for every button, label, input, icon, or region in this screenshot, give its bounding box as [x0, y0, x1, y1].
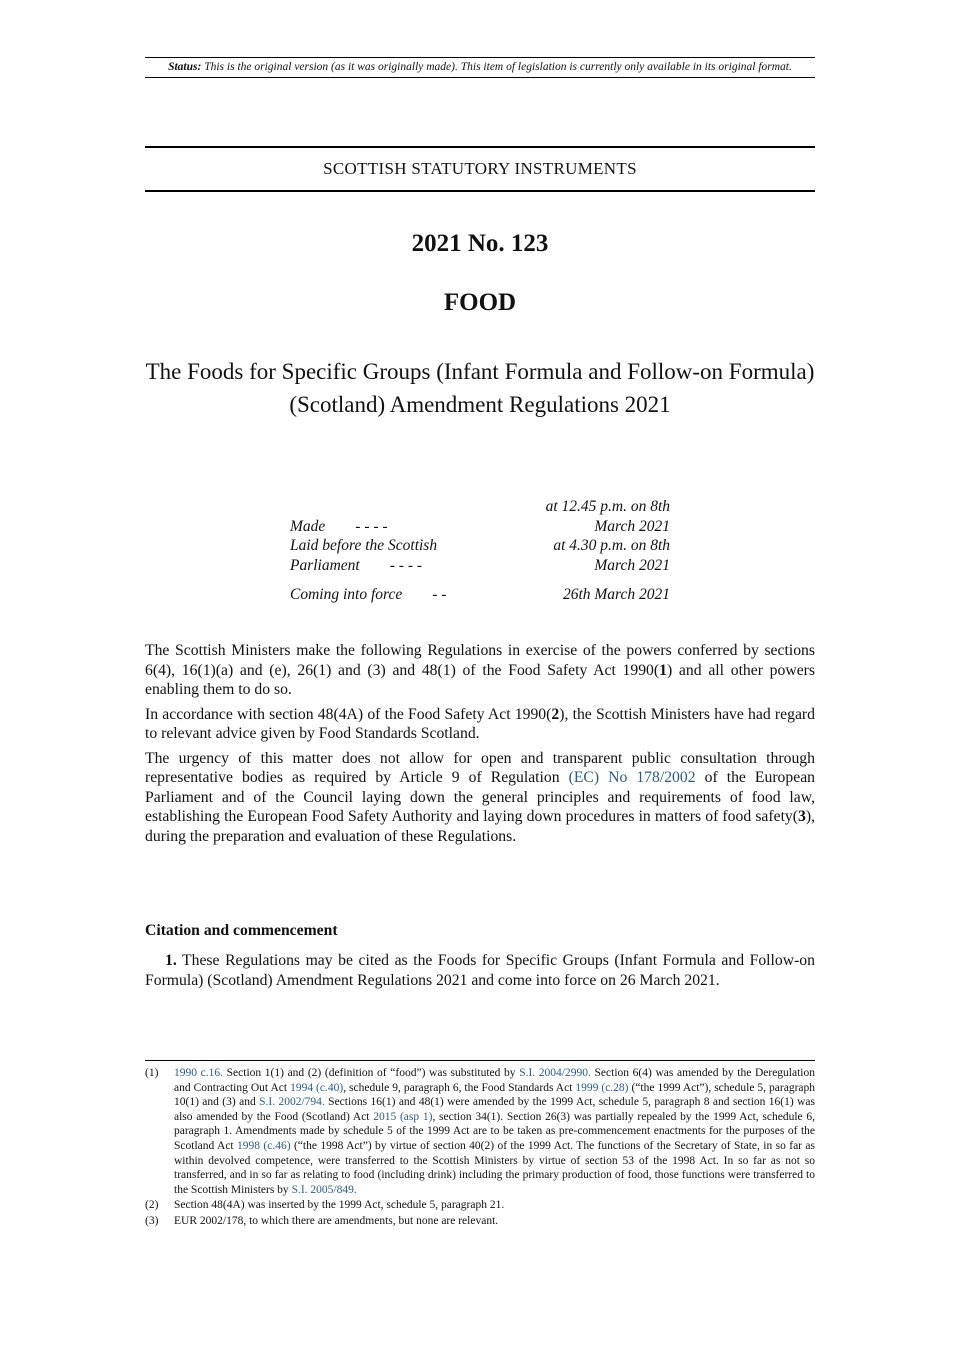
footnote-2: [145, 1198, 815, 1213]
footnote-3: [145, 1214, 815, 1229]
laid-date-line1: at 4.30 p.m. on 8th: [553, 537, 670, 554]
footnote-number: (1): [145, 1067, 159, 1079]
series-title: SCOTTISH STATUTORY INSTRUMENTS: [145, 146, 815, 192]
subject-heading: FOOD: [443, 289, 517, 316]
force-label: Coming into force - -: [290, 585, 447, 603]
footnote-number: (2): [145, 1199, 159, 1212]
made-label: Made - - - -: [290, 517, 388, 535]
force-date: 26th March 2021: [562, 585, 670, 603]
status-label: Status:: [168, 61, 202, 73]
made-date-line2: March 2021: [594, 517, 670, 535]
status-banner: [145, 57, 815, 78]
preamble: [145, 641, 815, 851]
footnote-link[interactable]: S.I. 2005/849.: [291, 1183, 357, 1196]
preamble-paragraph-1: The Scottish Ministers make the following Regulations in exercise of the powers conferred by sections 6(4), 16(1)(a) and (e), 26(1) and (3) and 48(1) of the Food Safety Act 1990(1) and all other powers enabling them to do so.: [145, 642, 815, 698]
footnote-text: EUR 2002/178, to which there are amendments, but none are relevant.: [174, 1214, 499, 1227]
instrument-number: 2021 No. 123: [411, 230, 549, 257]
regulation-number: 1.: [165, 952, 177, 969]
footnote-link[interactable]: 1999 (c.28): [575, 1081, 629, 1094]
footnote-link[interactable]: S.I. 2002/794.: [259, 1096, 325, 1109]
laid-label-line1: Laid before the Scottish: [290, 537, 438, 554]
footnote-divider: [145, 1060, 815, 1061]
status-text: This is the original version (as it was originally made). This item of legislation is currently only available in its original format.: [204, 61, 792, 73]
footnotes: [145, 1066, 815, 1230]
footnote-1: (1) 1990 c.16. Section 1(1) and (2) (definition of “food”) was substituted by S.I. 2004/2990. Section 6(4) was amended by the Deregulation and Contracting Out Act 1994 (c.40), schedule 9, paragraph 6, the Food Standards Act 1999 (c.28) (“the 1999 Act”), schedule 5, paragraph 10(1) and (3) and S.I. 2002/794. Sections 16(1) and 48(1) were amended by the 1999 Act, schedule 5, paragraph 8 and section 16(1) was also amended by the Food (Scotland) Act 2015 (asp 1), section 34(1). Section 26(3) was partially repealed by the 1999 Act, schedule 6, paragraph 1. Amendments made by schedule 5 of the 1999 Act are to be taken as pre-commencement enactments for the purposes of the Scotland Act 1998 (c.46) (“the 1998 Act”) by virtue of section 40(2) of the 1999 Act. The functions of the Secretary of State, in so far as within devolved competence, were transferred to the Scottish Ministers by virtue of section 53 of the 1998 Act. In so far as not so transferred, and in so far as relating to food (including drink) including the primary production of food, those functions were transferred to the Scottish Ministers by S.I. 2005/849.: [145, 1067, 816, 1196]
section-heading: Citation and commencement: [145, 922, 338, 939]
made-date-line1: at 12.45 p.m. on 8th: [545, 498, 670, 515]
footnote-text: Section 48(4A) was inserted by the 1999 Act, schedule 5, paragraph 21.: [174, 1199, 505, 1212]
footnote-link[interactable]: S.I. 2004/2990.: [519, 1067, 591, 1079]
preamble-paragraph-3: The urgency of this matter does not allow for open and transparent public consultation through representative bodies as required by Article 9 of Regulation (EC) No 178/2002 of the European Parliament and of the Council laying down the general principles and requirements of food law, establishing the European Food Safety Authority and laying down procedures in matters of food safety(3), during the preparation and evaluation of these Regulations.: [145, 749, 816, 845]
dates-table: [290, 497, 670, 604]
laid-date-line2: March 2021: [594, 556, 670, 574]
regulation-text: These Regulations may be cited as the Foods for Specific Groups (Infant Formula and Follow-on Formula) (Scotland) Amendment Regulations 2021 and come into force on 26 March 2021.: [145, 952, 815, 989]
footnote-number: (3): [145, 1214, 159, 1227]
footnote-link[interactable]: 1998 (c.46): [237, 1139, 291, 1152]
preamble-paragraph-2: In accordance with section 48(4A) of the Food Safety Act 1990(2), the Scottish Ministers have had regard to relevant advice given by Food Standards Scotland.: [145, 705, 815, 742]
footnote-ref-2[interactable]: 2: [551, 705, 560, 723]
footnote-ref-1[interactable]: 1: [659, 661, 667, 679]
instrument-title: The Foods for Specific Groups (Infant Formula and Follow-on Formula) (Scotland) Amendment Regulations 2021: [145, 359, 815, 417]
footnote-ref-3[interactable]: 3: [798, 808, 806, 825]
footnote-link[interactable]: 1990 c.16.: [174, 1067, 223, 1079]
laid-label-line2: Parliament - - - -: [290, 556, 423, 574]
regulation-1: [145, 951, 815, 990]
regulation-link[interactable]: (EC) No 178/2002: [568, 769, 696, 786]
footnote-link[interactable]: 2015 (asp 1): [373, 1110, 433, 1123]
footnote-link[interactable]: 1994 (c.40): [290, 1081, 344, 1094]
